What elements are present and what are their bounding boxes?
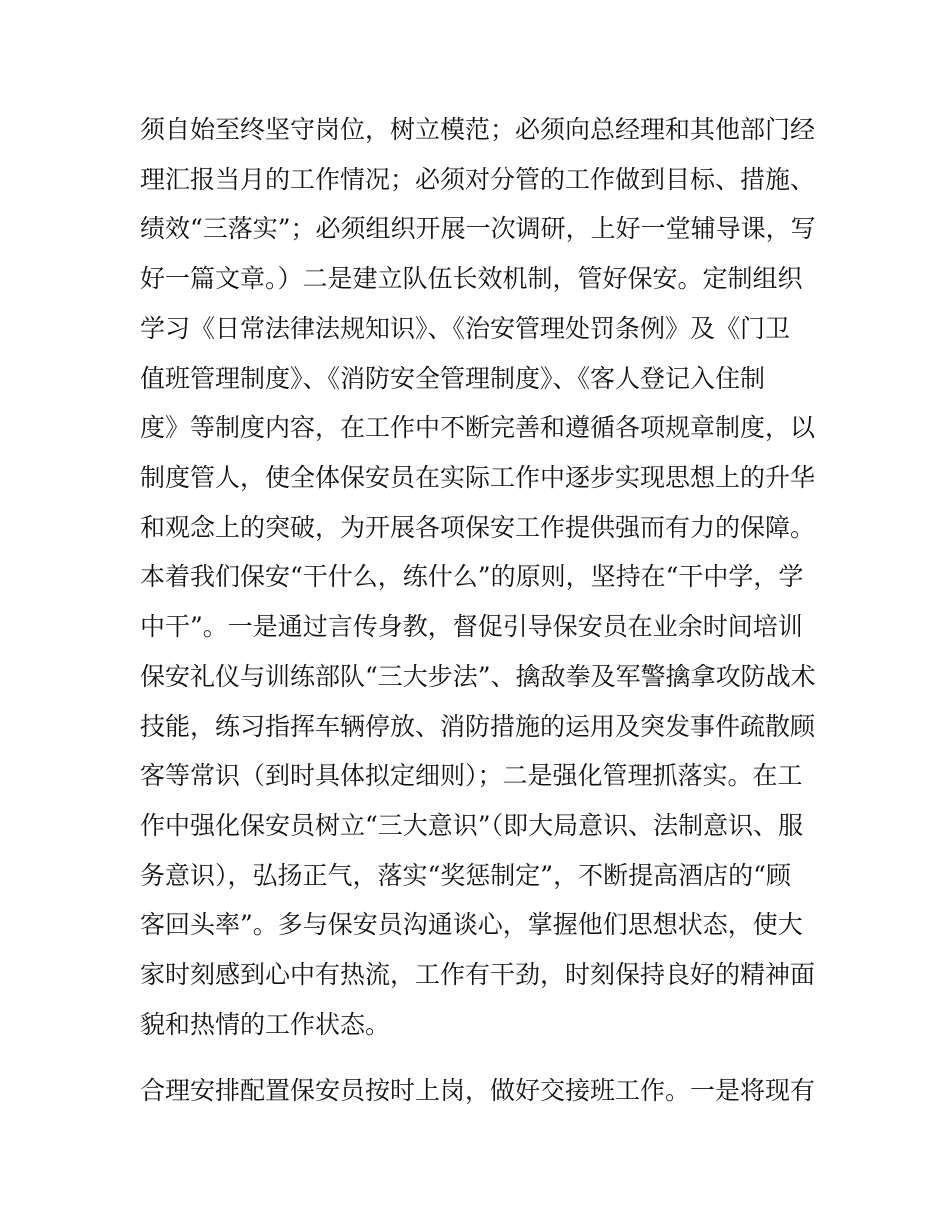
text-line: 貌和热情的工作状态。 [140, 1010, 391, 1039]
text-line: 绩效“三落实”；必须组织开展一次调研，上好一堂辅导课，写 [140, 214, 816, 243]
text-line: 和观念上的突破，为开展各项保安工作提供强而有力的保障。 [140, 513, 816, 542]
text-line: 合理安排配置保安员按时上岗，做好交接班工作。一是将现有 [140, 1076, 816, 1105]
text-line: 值班管理制度》、《消防安全管理制度》、《客人登记入住制 [140, 364, 766, 393]
text-line: 好一篇文章。）二是建立队伍长效机制，管好保安。定制组织 [140, 264, 803, 293]
text-line: 作中强化保安员树立“三大意识”（即大局意识、法制意识、服 [140, 811, 804, 840]
text-line: 客等常识（到时具体拟定细则）；二是强化管理抓落实。在工 [140, 761, 803, 790]
text-line: 客回头率”。多与保安员沟通谈心，掌握他们思想状态，使大 [140, 910, 803, 939]
text-line: 保安礼仪与训练部队“三大步法”、擒敌拳及军警擒拿攻防战术 [140, 662, 816, 691]
text-line: 技能，练习指挥车辆停放、消防措施的运用及突发事件疏散顾 [140, 712, 816, 741]
text-line: 务意识），弘扬正气，落实“奖惩制定”，不断提高酒店的“顾 [140, 861, 791, 890]
text-line: 本着我们保安“干什么，练什么”的原则，坚持在“干中学，学 [140, 562, 804, 591]
text-line: 学习《日常法律法规知识》、《治安管理处罚条例》及《门卫 [140, 314, 791, 343]
text-line: 须自始至终坚守岗位，树立模范；必须向总经理和其他部门经 [140, 115, 816, 144]
text-line: 制度管人，使全体保安员在实际工作中逐步实现思想上的升华 [140, 463, 816, 492]
text-line: 理汇报当月的工作情况；必须对分管的工作做到目标、措施、 [140, 165, 816, 194]
text-line: 中干”。一是通过言传身教，督促引导保安员在业余时间培训 [140, 612, 803, 641]
text-line: 家时刻感到心中有热流，工作有干劲，时刻保持良好的精神面 [140, 960, 816, 989]
text-line: 度》等制度内容，在工作中不断完善和遵循各项规章制度，以 [140, 413, 816, 442]
